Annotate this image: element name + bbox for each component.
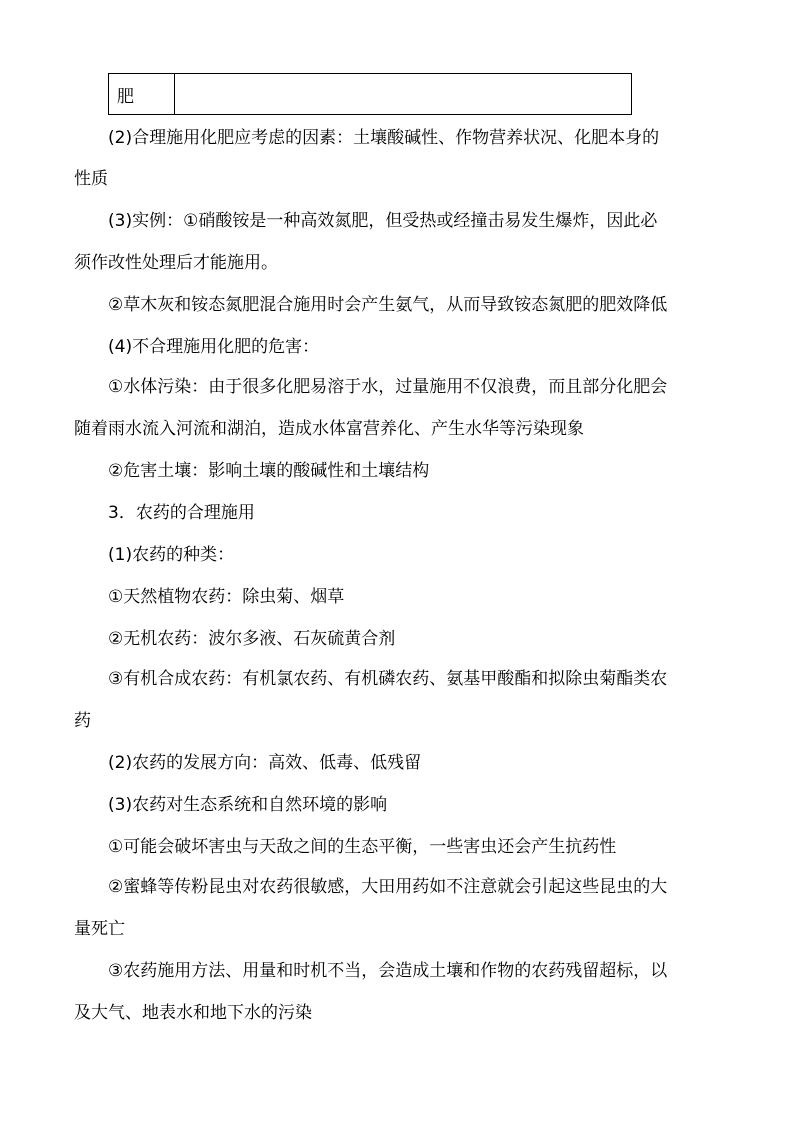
table-cell-label: 肥 (109, 74, 175, 115)
text-line-pollinators: ②蜜蜂等传粉昆虫对农药很敏感，大田用药如不注意就会引起这些昆虫的大 (108, 877, 668, 897)
text-line-water-pollution-cont: 随着雨水流入河流和湖泊，造成水体富营养化、产生水华等污染现象 (74, 419, 584, 439)
text-line-factors-cont: 性质 (74, 169, 108, 189)
fertilizer-table-fragment (108, 73, 632, 115)
text-line-plant-ash: ②草木灰和铵态氮肥混合施用时会产生氨气，从而导致铵态氮肥的肥效降低 (108, 295, 668, 315)
text-line-pesticide-types: (1)农药的种类： (108, 545, 235, 565)
text-line-pollinators-cont: 量死亡 (74, 919, 125, 939)
text-line-organic-pesticides-cont: 药 (74, 711, 91, 731)
text-line-soil-harm: ②危害土壤：影响土壤的酸碱性和土壤结构 (108, 461, 430, 481)
table-row (109, 74, 632, 115)
text-line-residue-cont: 及大气、地表水和地下水的污染 (74, 1003, 312, 1023)
section-heading-pesticides: 3．农药的合理施用 (108, 503, 255, 523)
text-line-factors: (2)合理施用化肥应考虑的因素：土壤酸碱性、作物营养状况、化肥本身的 (108, 128, 660, 148)
text-line-organic-pesticides: ③有机合成农药：有机氯农药、有机磷农药、氨基甲酸酯和拟除虫菊酯类农 (108, 669, 668, 689)
text-line-development: (2)农药的发展方向：高效、低毒、低残留 (108, 753, 422, 773)
text-line-impact-heading: (3)农药对生态系统和自然环境的影响 (108, 795, 388, 815)
text-line-water-pollution: ①水体污染：由于很多化肥易溶于水，过量施用不仅浪费，而且部分化肥会 (108, 377, 668, 397)
table-cell-value (175, 74, 632, 115)
text-line-natural-pesticides: ①天然植物农药：除虫菊、烟草 (108, 587, 345, 607)
text-line-residue: ③农药施用方法、用量和时机不当，会造成土壤和作物的农药残留超标，以 (108, 961, 668, 981)
text-line-harm-heading: (4)不合理施用化肥的危害： (108, 337, 320, 357)
text-line-inorganic-pesticides: ②无机农药：波尔多液、石灰硫黄合剂 (108, 629, 396, 649)
text-line-example: (3)实例：①硝酸铵是一种高效氮肥，但受热或经撞击易发生爆炸，因此必 (108, 211, 658, 231)
text-line-ecological-balance: ①可能会破坏害虫与天敌之间的生态平衡，一些害虫还会产生抗药性 (108, 837, 617, 857)
text-line-example-cont: 须作改性处理后才能施用。 (74, 253, 278, 273)
